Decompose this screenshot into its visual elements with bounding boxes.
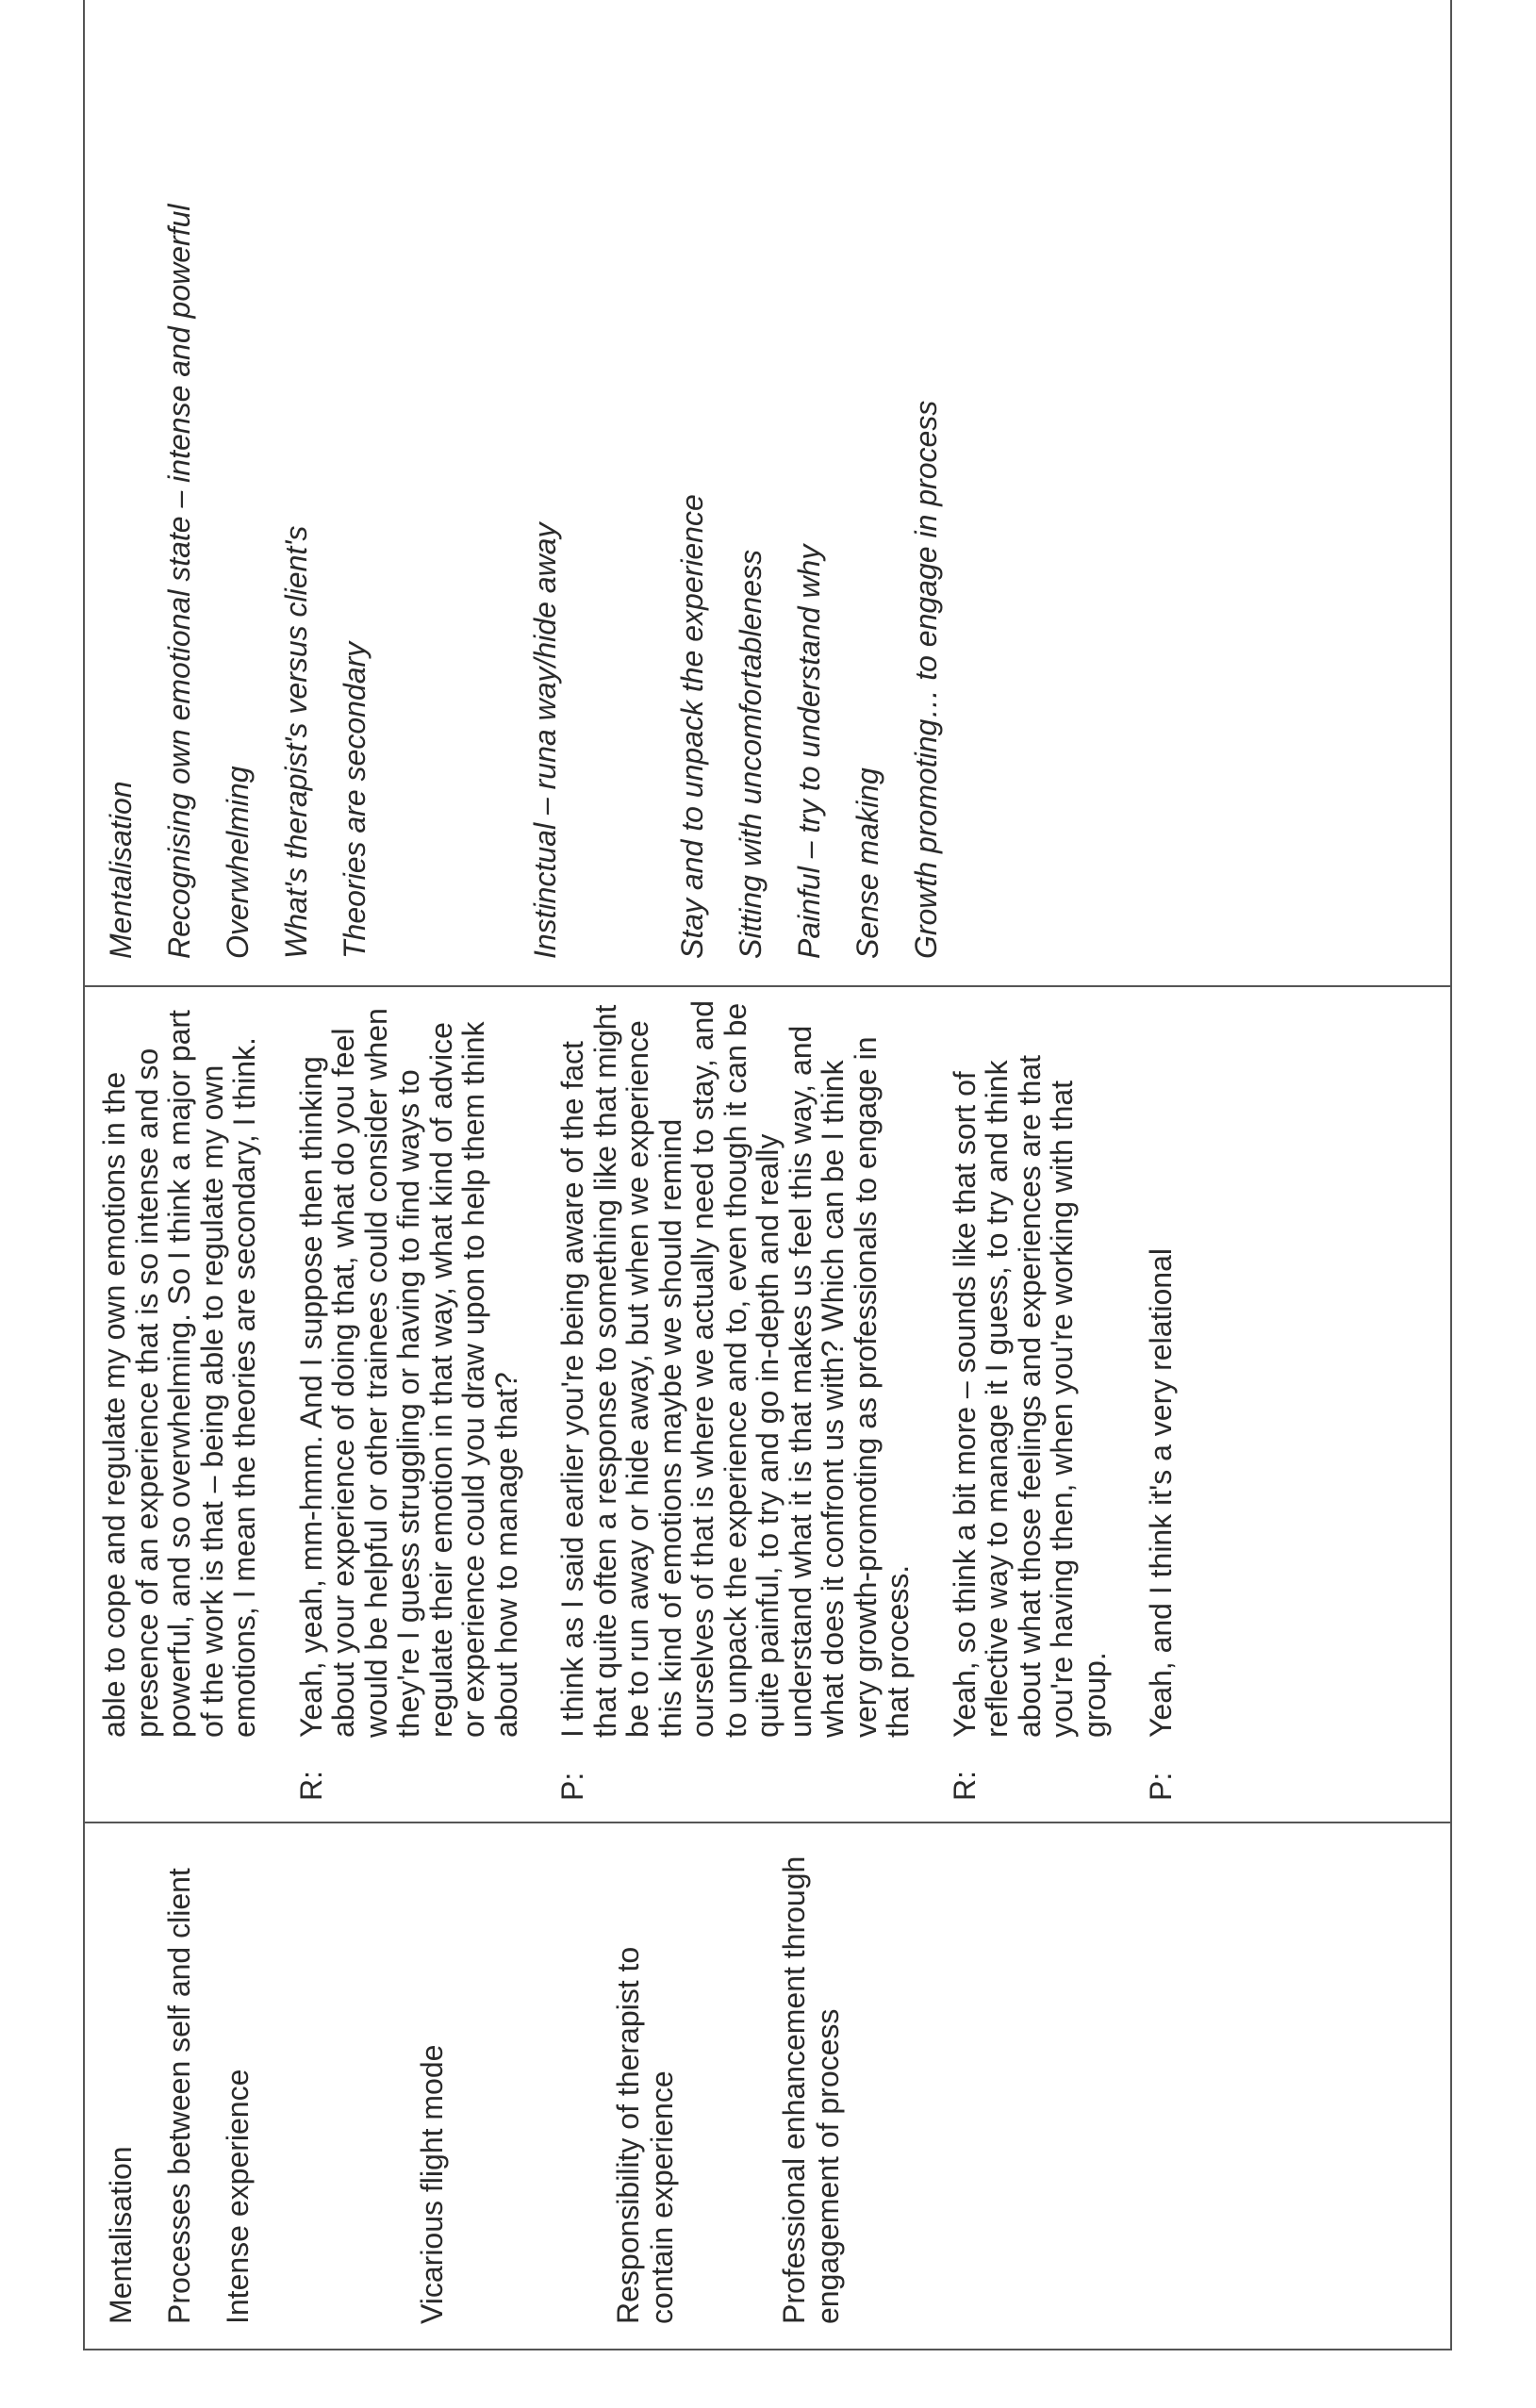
utterance: Yeah, yeah, mm-hmm. And I suppose then thinking about your experience of doing that, what do you feel would be helpful or other trainees could consider when they're I guess struggling or having to find ways to regulate their emotion in that way, what kind of advice or experience could you draw upon to help them think about how to manage that? — [293, 1008, 523, 1738]
transcript-cell — [85, 987, 1178, 1822]
coding-table — [83, 0, 1452, 2350]
transcript-column — [84, 986, 1451, 1822]
note-recognising-emotional-state: Recognising own emotional state – intense and powerful — [162, 204, 196, 959]
utterance: I think as I said earlier you're being aware of the fact that quite often a response to something like that might be to run away or hide away, but when we experience this kind of emotions maybe we should remind ourselves of that is where we actually need to stay, and to unpack the experience and to, even though it can be quite painful, to try and go in-depth and really understand what it is that makes us feel this way, and what does it confront us with? Which can be I think very growth-promoting as professionals to engage in that process. — [555, 999, 915, 1738]
speaker-label: R: — [947, 1771, 982, 1801]
utterance: able to cope and regulate my own emotions in the presence of an experience that is so intense and so powerful, and so overwhelming. So I think a major part of the work is that – being able to regulate my own emotions, I mean the theories are secondary, I think. — [97, 1010, 261, 1738]
transcript-segment — [556, 997, 915, 1801]
note-mentalisation: Mentalisation — [104, 781, 138, 959]
speaker-label: P: — [1144, 1772, 1178, 1801]
code-responsibility-of-therapist: Responsibility of therapist to contain experience — [611, 1946, 679, 2324]
note-therapist-vs-client: What's therapist's versus client's — [279, 525, 313, 959]
transcript-segment — [1145, 997, 1178, 1801]
code-intense-experience: Intense experience — [221, 2069, 255, 2324]
speaker-label — [98, 1738, 261, 1801]
code-professional-enhancement: Professional enhancement through engagement of process — [777, 1855, 845, 2324]
note-growth-promoting: Growth promoting… to engage in process — [909, 400, 943, 959]
transcript-segment — [98, 997, 261, 1801]
notes-column — [84, 0, 1451, 986]
code-vicarious-flight-mode: Vicarious flight mode — [415, 2044, 449, 2324]
utterance: Yeah, and I think it's a very relational — [1144, 1247, 1178, 1738]
utterance: Yeah, so think a bit more – sounds like that sort of reflective way to manage it I guess, to try and think about what those feelings and experiences are that you're having then, when you're working with that group. — [947, 1054, 1112, 1738]
notes-cell — [85, 0, 943, 985]
note-instinctual: Instinctual – runa way/hide away — [528, 522, 562, 959]
note-overwhelming: Overwhelming — [221, 766, 255, 959]
code-processes-self-client: Processes between self and client — [162, 1868, 196, 2324]
note-stay-and-unpack: Stay and to unpack the experience — [675, 494, 709, 959]
codes-cell — [85, 1823, 845, 2349]
codes-column — [84, 1822, 1451, 2350]
speaker-label: P: — [555, 1772, 589, 1801]
note-sense-making: Sense making — [851, 767, 884, 959]
transcript-segment — [295, 997, 523, 1801]
note-painful: Painful – try to understand why — [792, 544, 826, 959]
code-mentalisation: Mentalisation — [104, 2146, 138, 2324]
note-theories-secondary: Theories are secondary — [338, 641, 372, 959]
transcript-segment — [949, 997, 1112, 1801]
speaker-label: R: — [293, 1771, 328, 1801]
note-sitting-with-uncomfortableness: Sitting with uncomfortableness — [734, 550, 768, 959]
